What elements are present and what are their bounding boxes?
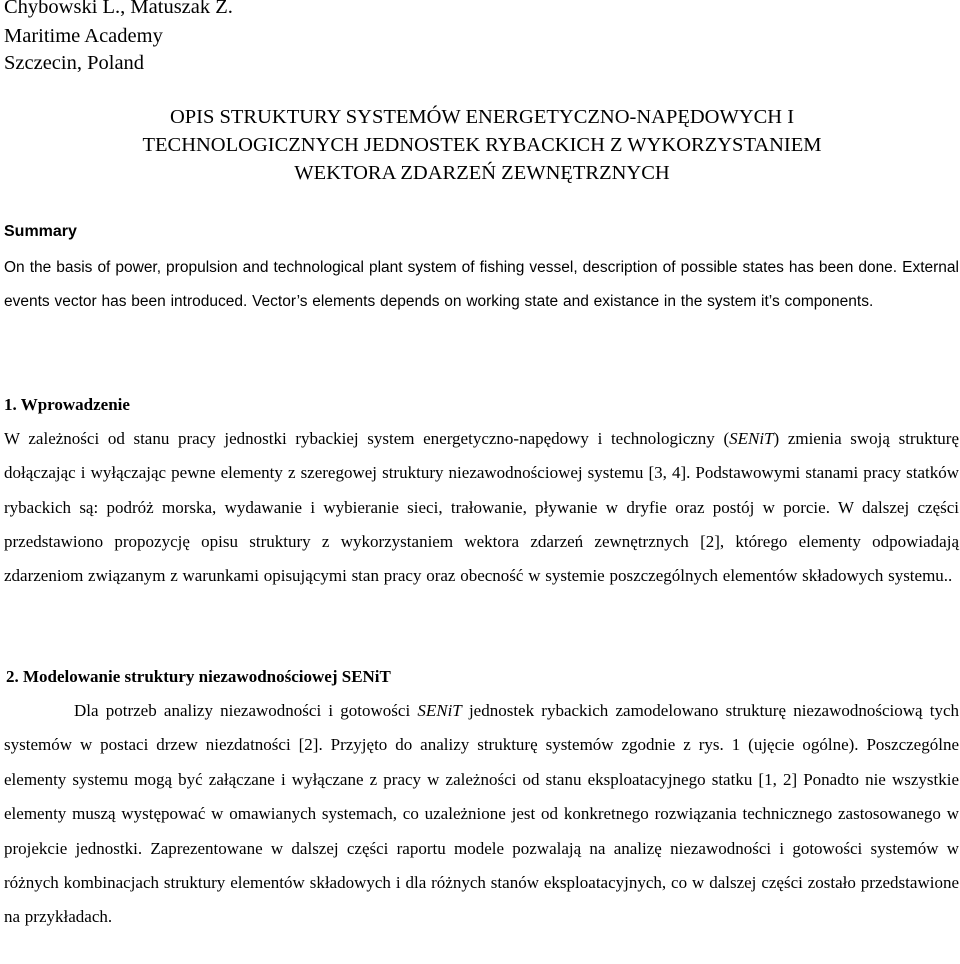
location: Szczecin, Poland [4,52,145,74]
summary-text: On the basis of power, propulsion and technological plant system of fishing vessel, description of possible states has been done. External events vector has been introduced. Vector’s elements depends on working state and existance in the system it’s components. [4,259,959,310]
summary-heading: Summary [4,223,77,240]
section-1-text-b: ) zmienia swoją strukturę dołączając i wyłączając pewne elementy z szeregowej struktury niezawodnościowej systemu [3, 4]. Podstawowymi stanami pracy statków rybackich są: podróż morska, wydawanie i wybieranie sieci, trałowanie, pływanie w dryfie oraz postój w porcie. W dalszej części przedstawiono propozycję opisu struktury z wykorzystaniem wektora zdarzeń zewnętrznych [2], którego elementy odpowiadają zdarzeniom związanym z warunkami opisującymi stan pracy oraz obecność w systemie poszczególnych elementów składowych systemu.. [4,429,960,586]
section-2-heading: 2. Modelowanie struktury niezawodnościowej SENiT [6,667,391,686]
authors: Chybowski L., Matuszak Z. [4,0,233,18]
senit-term: SENiT [729,429,774,448]
title-line-2: TECHNOLOGICZNYCH JEDNOSTEK RYBACKICH Z WYKORZYSTANIEM [142,134,822,156]
section-2-text-a: Dla potrzeb analizy niezawodności i gotowości [74,701,418,720]
document-page [2,0,960,964]
section-2-paragraph [4,694,959,935]
section-1-paragraph [4,422,959,593]
section-1-heading: 1. Wprowadzenie [4,395,130,414]
title-line-1: OPIS STRUKTURY SYSTEMÓW ENERGETYCZNO-NAPĘDOWYCH I [169,106,795,128]
section-1-text-a: W zależności od stanu pracy jednostki rybackiej system energetyczno-napędowy i technologiczny ( [4,429,730,448]
title-line-3: WEKTORA ZDARZEŃ ZEWNĘTRZNYCH [294,162,670,184]
senit-term: SENiT [417,701,462,720]
section-2-text-b: jednostek rybackich zamodelowano strukturę niezawodnościową tych systemów w postaci drzew niezdatności [2]. Przyjęto do analizy strukturę systemów zgodnie z rys. 1 (ujęcie ogólne). Poszczególne elementy systemu mogą być załączane i wyłączane z pracy w zależności od stanu eksploatacyjnego statku [1, 2] Ponadto nie wszystkie elementy muszą występować w omawianych systemach, co uzależnione jest od konkretnego rozwiązania technicznego zastosowanego w projekcie jednostki. Zaprezentowane w dalszej części raportu modele pozwalają na analizę niezawodności i gotowości systemów w różnych kombinacjach struktury elementów składowych i dla różnych stanów eksploatacyjnych, co w dalszej części zostało przedstawione na przykładach. [4,701,960,927]
institution: Maritime Academy [4,25,163,47]
